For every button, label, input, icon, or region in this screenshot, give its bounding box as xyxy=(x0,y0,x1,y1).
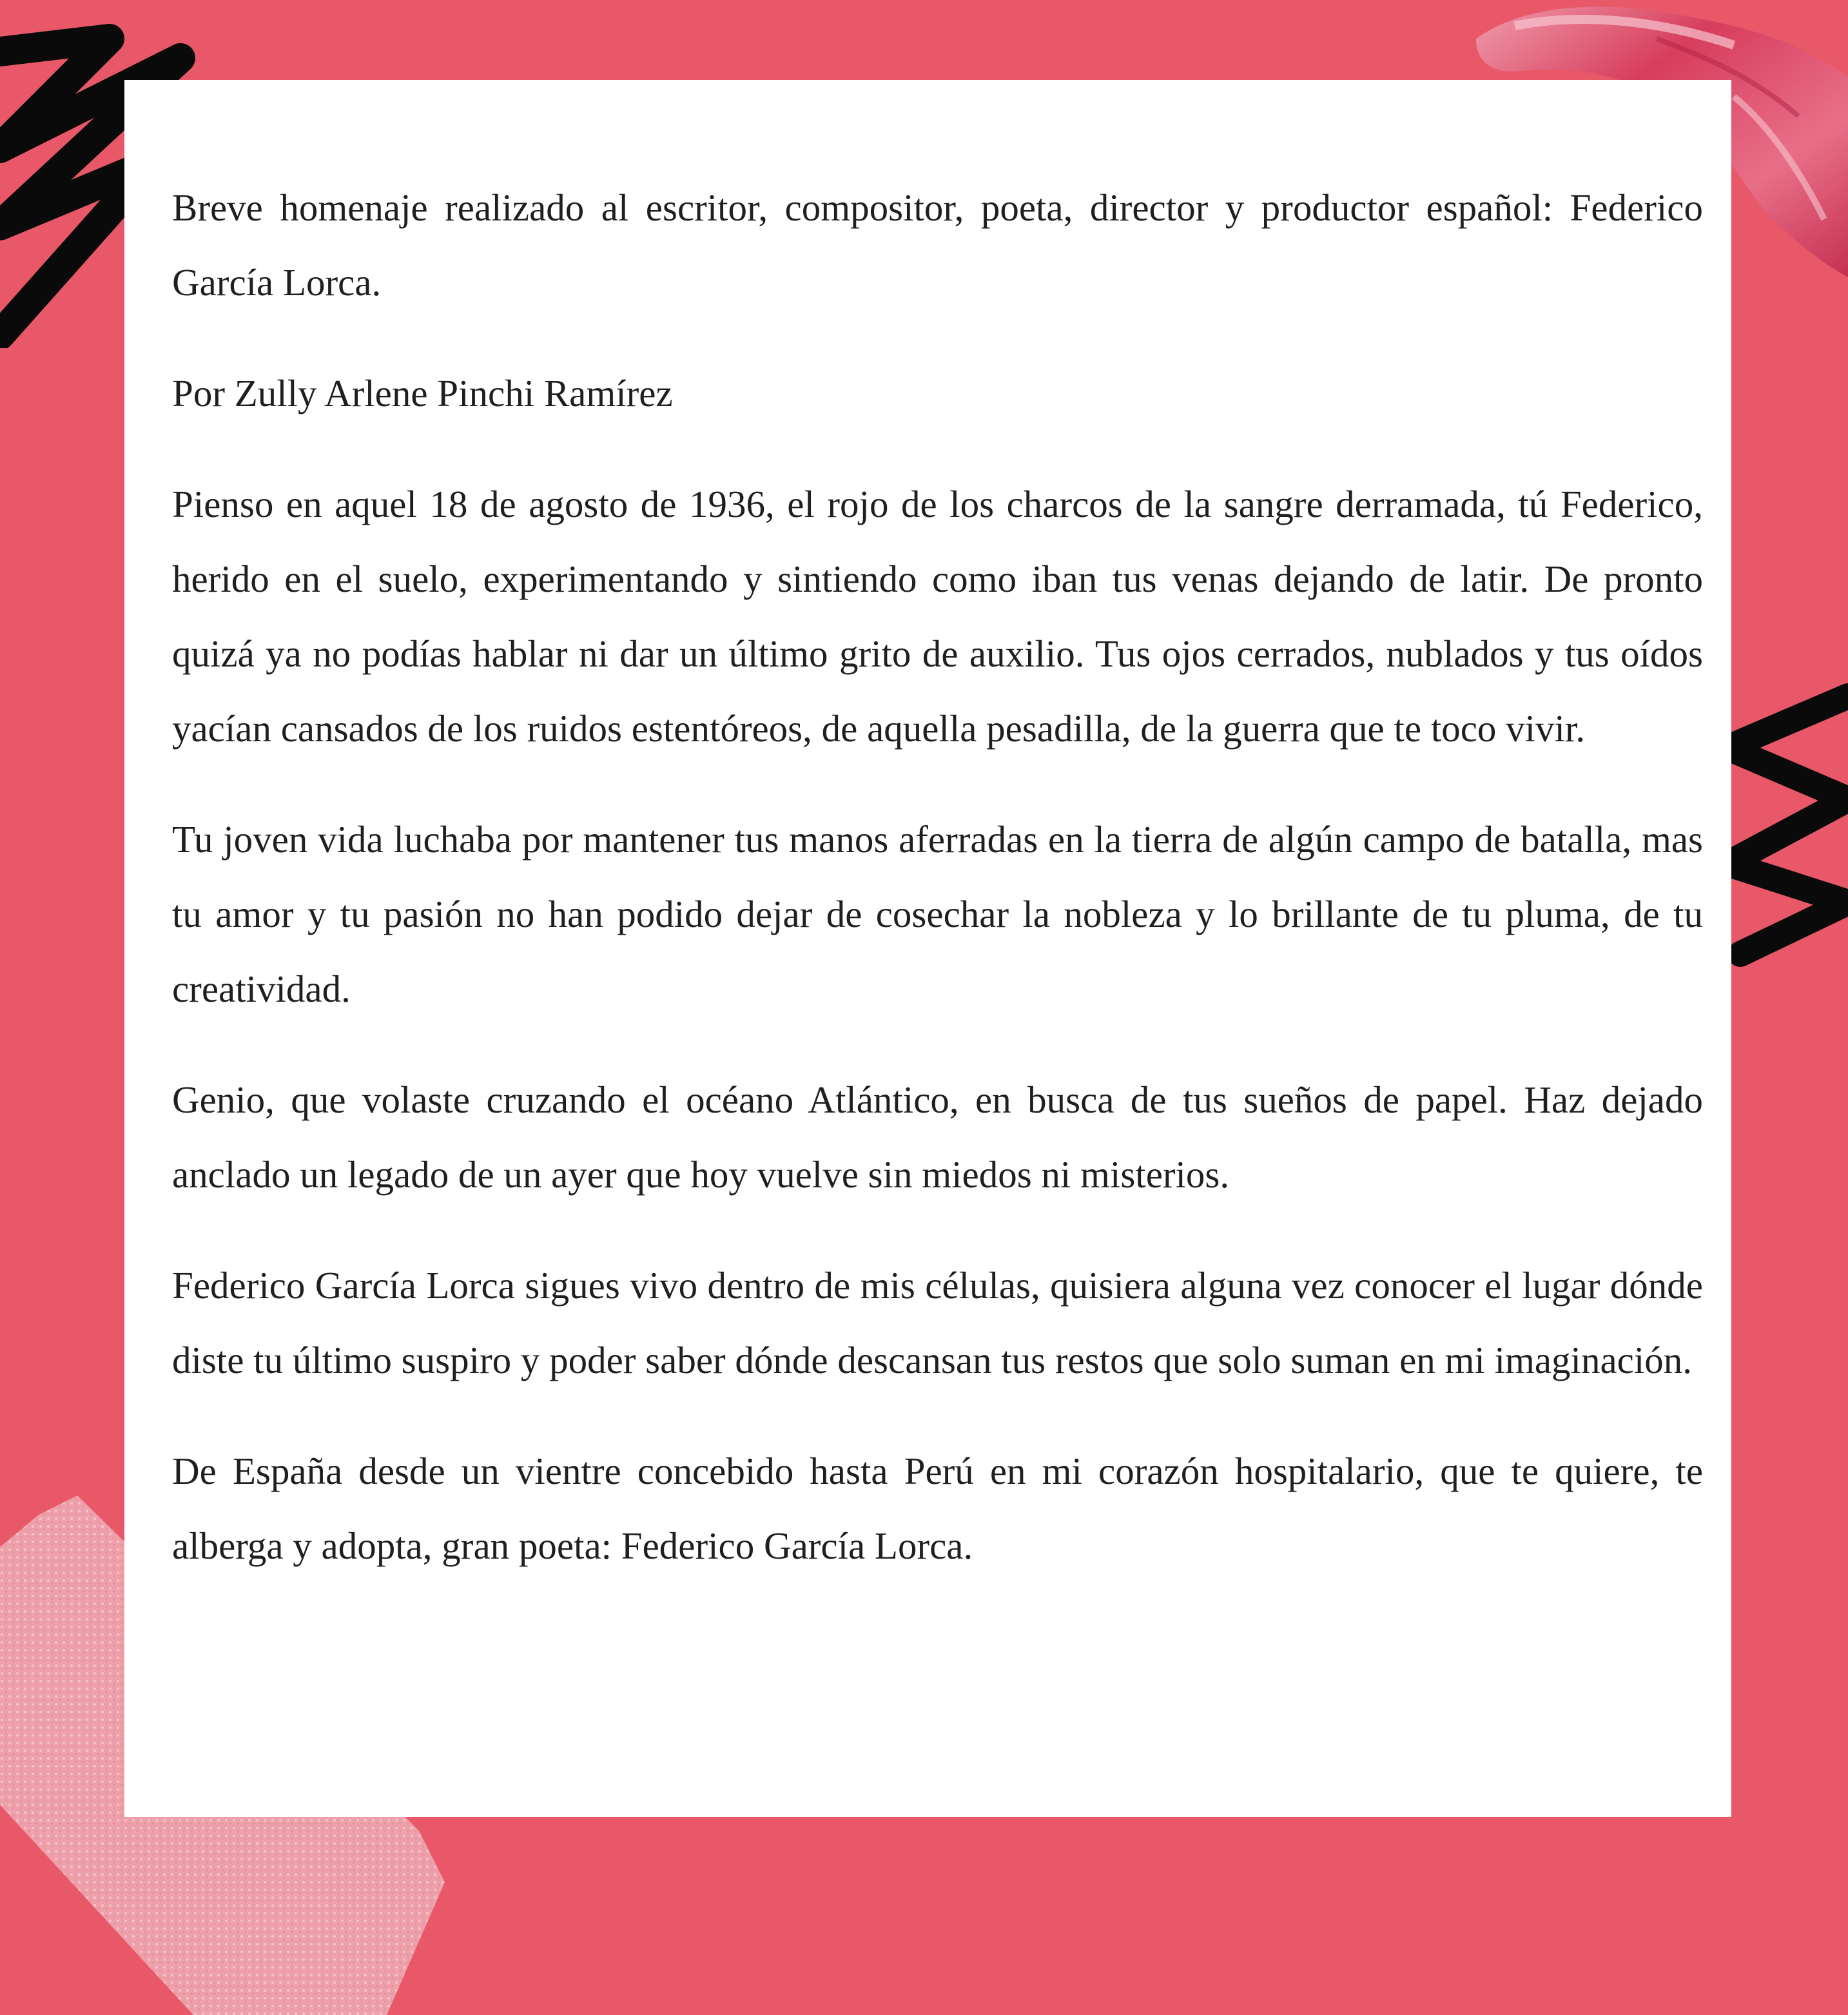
black-scribble-decoration xyxy=(1727,670,1848,980)
body-paragraph: Federico García Lorca sigues vivo dentro de mis células, quisiera alguna vez conocer el lugar dónde diste tu último suspiro y poder saber dónde descansan tus restos que solo suman en mi imaginación. xyxy=(172,1264,1703,1381)
document-page xyxy=(124,80,1731,1817)
body-paragraph: Pienso en aquel 18 de agosto de 1936, el rojo de los charcos de la sangre derramada, tú Federico, herido en el suelo, experimentando y sintiendo como iban tus venas dejando de latir. De pronto quizá ya no podías hablar ni dar un último grito de auxilio. Tus ojos cerrados, nublados y tus oídos yacían cansados de los ruidos estentóreos, de aquella pesadilla, de la guerra que te toco vivir. xyxy=(172,483,1703,750)
intro-paragraph: Breve homenaje realizado al escritor, compositor, poeta, director y productor español: Federico García Lorca. xyxy=(172,186,1703,304)
body-paragraph: Tu joven vida luchaba por mantener tus manos aferradas en la tierra de algún campo de batalla, mas tu amor y tu pasión no han podido dejar de cosechar la nobleza y lo brillante de tu pluma, de tu creatividad. xyxy=(172,818,1703,1010)
author-byline: Por Zully Arlene Pinchi Ramírez xyxy=(172,372,673,414)
body-paragraph: De España desde un vientre concebido hasta Perú en mi corazón hospitalario, que te quiere, te alberga y adopta, gran poeta: Federico García Lorca. xyxy=(172,1450,1703,1567)
body-paragraph: Genio, que volaste cruzando el océano Atlántico, en busca de tus sueños de papel. Haz dejado anclado un legado de un ayer que hoy vuelve sin miedos ni misterios. xyxy=(172,1078,1703,1196)
